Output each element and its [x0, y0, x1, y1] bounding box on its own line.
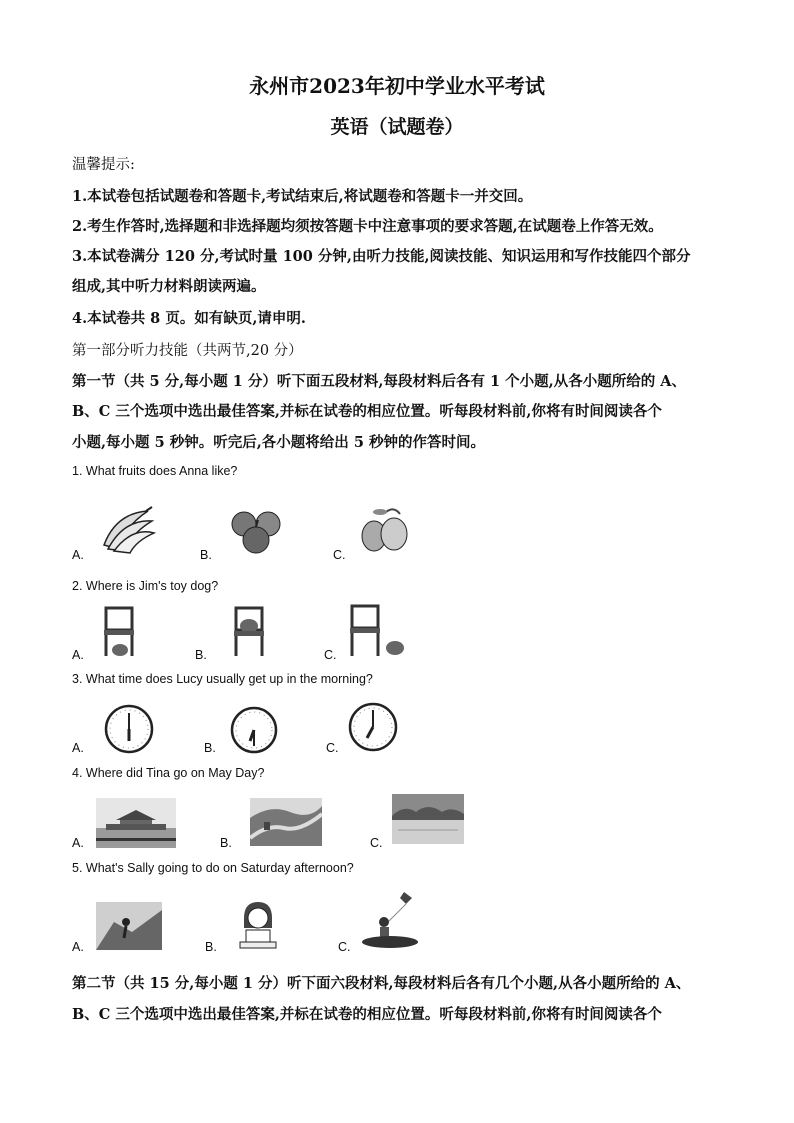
tip-line: 3.本试卷满分 120 分,考试时量 100 分钟,由听力技能,阅读技能、知识运用和写作技能四个部分 [72, 248, 691, 265]
tip-line: 4.本试卷共 8 页。如有缺页,请申明. [72, 310, 306, 327]
part1-heading: 第一部分听力技能（共两节,20 分） [72, 343, 303, 359]
girl-reading-icon [236, 898, 280, 950]
option-c-label: C. [370, 836, 383, 850]
option-a-label: A. [72, 741, 84, 755]
tip-line: 组成,其中听力材料朗读两遍。 [72, 278, 266, 295]
lake-photo-icon [392, 794, 464, 844]
option-a-label: A. [72, 548, 84, 562]
dog-on-chair-icon [230, 606, 270, 658]
option-a-label: A. [72, 648, 84, 662]
page-subtitle: 英语（试题卷） [330, 116, 464, 138]
clock-six-thirty-icon [229, 705, 279, 755]
option-b-label: B. [200, 548, 212, 562]
dog-beside-chair-icon [346, 602, 408, 658]
section2-instructions: B、C 三个选项中选出最佳答案,并标在试卷的相应位置。听每段材料前,你将有时间阅读各个 [72, 1006, 662, 1023]
climbing-photo-icon [96, 902, 162, 950]
clock-seven-icon [347, 701, 399, 753]
option-c-label: C. [333, 548, 346, 562]
section1-instructions: 第一节（共 5 分,每小题 1 分）听下面五段材料,每段材料后各有 1 个小题,从各小题所给的 A、 [72, 373, 686, 390]
option-a-label: A. [72, 836, 84, 850]
question-4: 4. Where did Tina go on May Day? [72, 766, 265, 780]
option-a-label: A. [72, 940, 84, 954]
option-b-label: B. [204, 741, 216, 755]
dog-under-chair-icon [100, 606, 140, 658]
option-c-label: C. [324, 648, 337, 662]
question-3: 3. What time does Lucy usually get up in the morning? [72, 672, 373, 686]
page-title: 永州市2023年初中学业水平考试 [249, 74, 545, 98]
section1-instructions: 小题,每小题 5 秒钟。听完后,各小题将给出 5 秒钟的作答时间。 [72, 434, 485, 451]
apples-icon [228, 504, 284, 554]
option-b-label: B. [195, 648, 207, 662]
bananas-icon [96, 505, 156, 555]
clock-six-icon [103, 703, 155, 755]
pears-icon [356, 504, 412, 554]
question-5: 5. What's Sally going to do on Saturday afternoon? [72, 861, 354, 875]
section2-instructions: 第二节（共 15 分,每小题 1 分）听下面六段材料,每段材料后各有几个小题,从各小题所给的 A、 [72, 975, 691, 992]
option-c-label: C. [326, 741, 339, 755]
question-1: 1. What fruits does Anna like? [72, 464, 238, 478]
tip-line: 1.本试卷包括试题卷和答题卡,考试结束后,将试题卷和答题卡一并交回。 [72, 188, 533, 205]
section1-instructions: B、C 三个选项中选出最佳答案,并标在试卷的相应位置。听每段材料前,你将有时间阅读各个 [72, 403, 662, 420]
question-2: 2. Where is Jim's toy dog? [72, 579, 219, 593]
boy-kite-icon [360, 890, 420, 950]
option-b-label: B. [205, 940, 217, 954]
palace-photo-icon [96, 798, 176, 848]
option-c-label: C. [338, 940, 351, 954]
option-b-label: B. [220, 836, 232, 850]
tip-line: 2.考生作答时,选择题和非选择题均须按答题卡中注意事项的要求答题,在试题卷上作答无效。 [72, 218, 663, 235]
great-wall-photo-icon [250, 798, 322, 846]
tips-heading: 温馨提示: [72, 157, 135, 173]
